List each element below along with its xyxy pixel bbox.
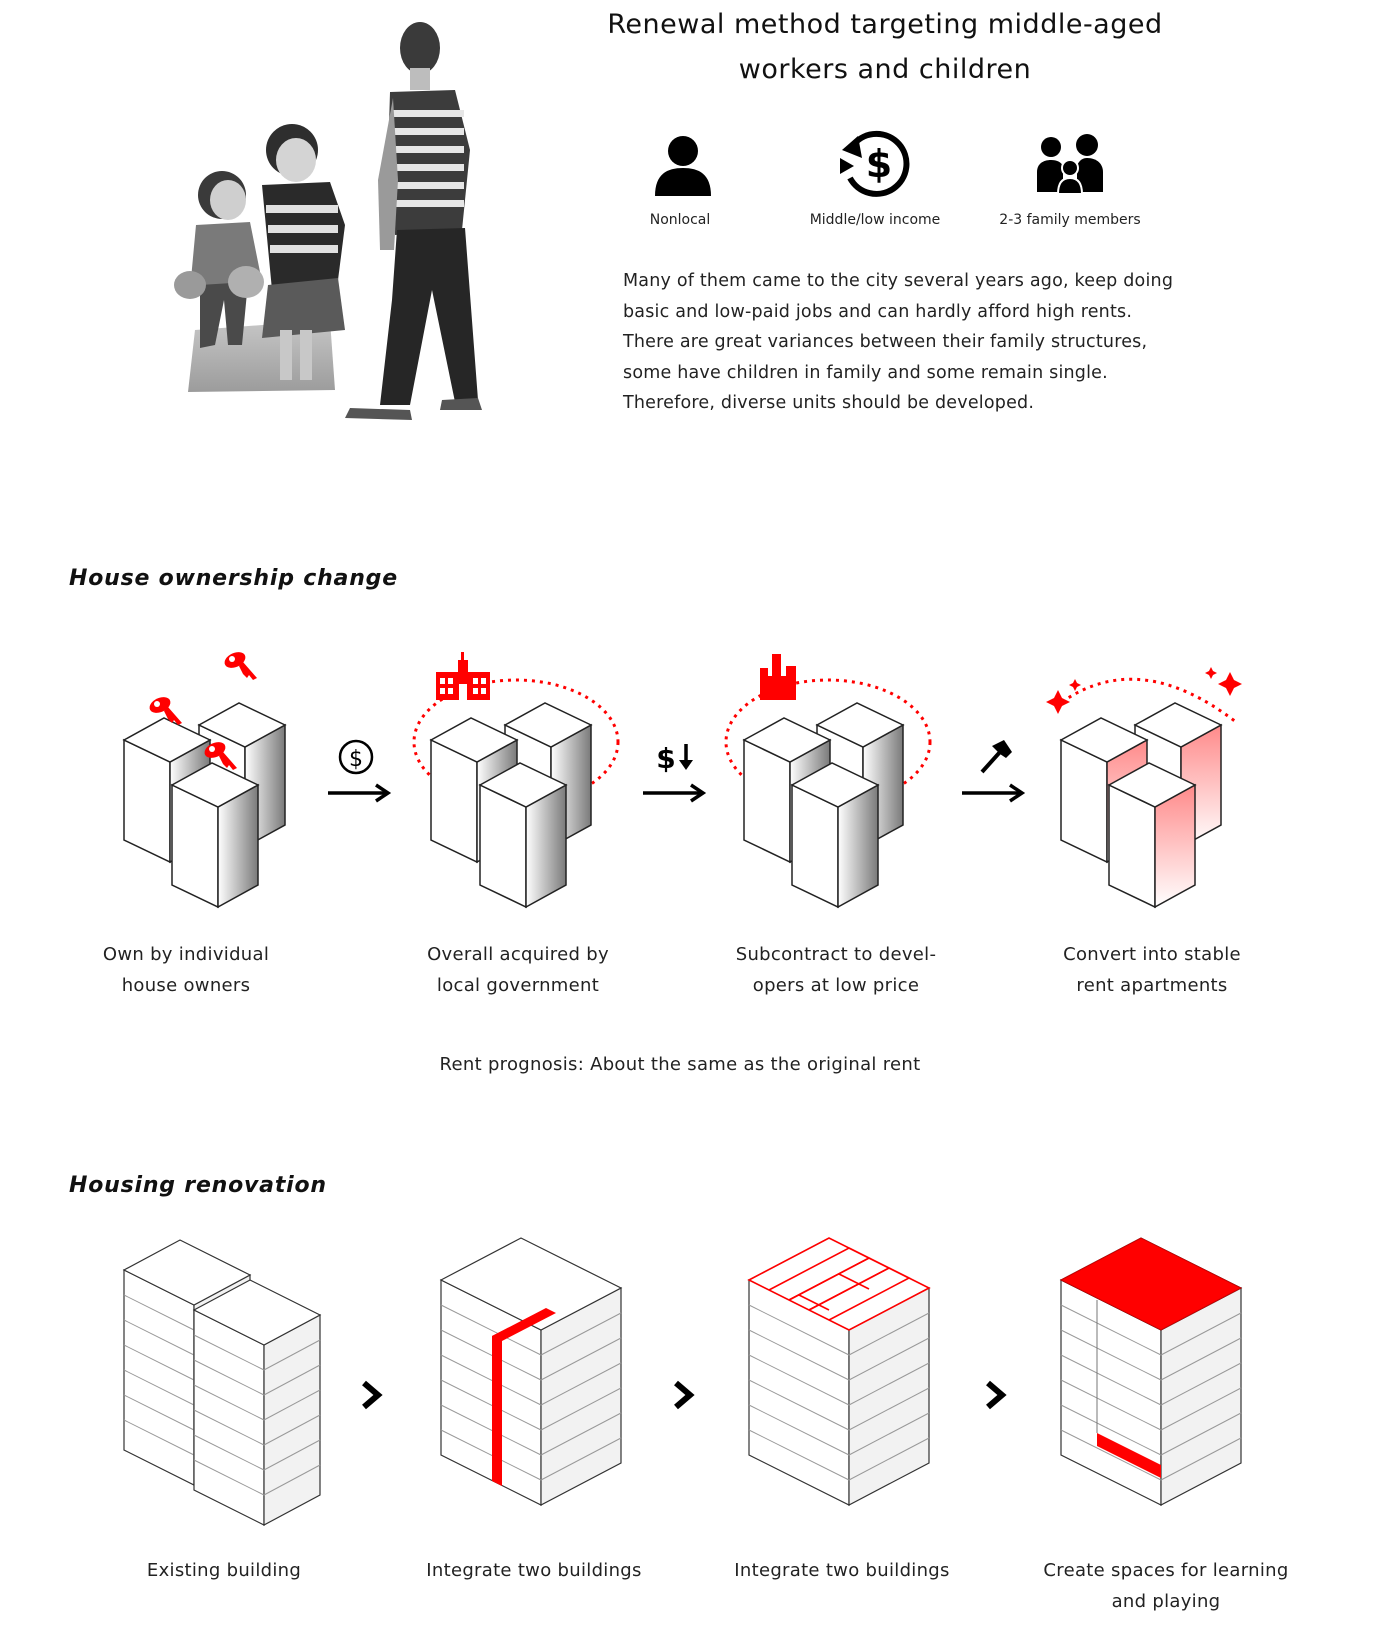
income-cycle-icon [840,128,914,198]
person-icon [653,134,713,198]
government-building-icon [436,652,490,700]
buildings-government [414,652,618,907]
building-learning-playing [1061,1238,1241,1505]
renovation-heading: Housing renovation [69,1173,327,1198]
arrow-icon [328,785,388,801]
trait-label-nonlocal: Nonlocal [649,212,711,228]
page-title [560,2,1210,92]
trait-label-family: 2-3 family members [999,212,1141,228]
description-paragraph: Many of them came to the city several years ago, keep doing basic and low-paid jobs and can hardly afford high rents. There are great variances between their family structures, some have children in family and some remain single. Therefore, diverse units should be developed. [623,271,1174,413]
renovation-caption-3: Integrate two buildings [734,1560,950,1581]
trait-label-income: Middle/low income [809,212,941,228]
chevron-right-icon [676,1383,690,1407]
hammer-icon [982,740,1012,772]
factory-icon [760,654,796,700]
buildings-individual-owners [124,649,285,907]
building-existing [124,1240,320,1525]
title-line-2: workers and children [738,54,1032,85]
svg-text:$: $ [349,747,363,772]
chevron-right-icon [364,1383,378,1407]
renovation-caption-4: Create spaces for learning and playing [1043,1560,1289,1612]
building-integrated-plan [749,1238,929,1505]
ownership-caption-1: Own by individual house owners [102,944,270,996]
renovation-caption-2: Integrate two buildings [426,1560,642,1581]
arrow-icon [962,785,1022,801]
key-icon [222,649,257,680]
ownership-caption-2: Overall acquired by local government [427,944,609,996]
ownership-caption-3: Subcontract to devel- opers at low price [735,944,937,996]
arrow-icon [643,785,703,801]
renovation-diagram [0,1240,1381,1570]
coin-icon [340,741,372,773]
rent-prognosis: Rent prognosis: About the same as the original rent [439,1054,921,1075]
buildings-rent-apartments [1046,667,1242,907]
renovation-caption-1: Existing building [146,1560,302,1581]
ownership-caption-4: Convert into stable rent apartments [1063,944,1241,996]
buildings-developers [726,654,930,907]
title-line-1: Renewal method targeting middle-aged [607,9,1163,40]
building-integrated-connector [441,1238,621,1505]
chevron-right-icon [988,1383,1002,1407]
price-down-icon [656,742,693,775]
svg-text:$: $ [865,142,893,186]
svg-text:$: $ [656,742,676,775]
family-icon [1037,134,1103,194]
ownership-heading: House ownership change [69,566,398,591]
ownership-diagram [0,600,1381,900]
